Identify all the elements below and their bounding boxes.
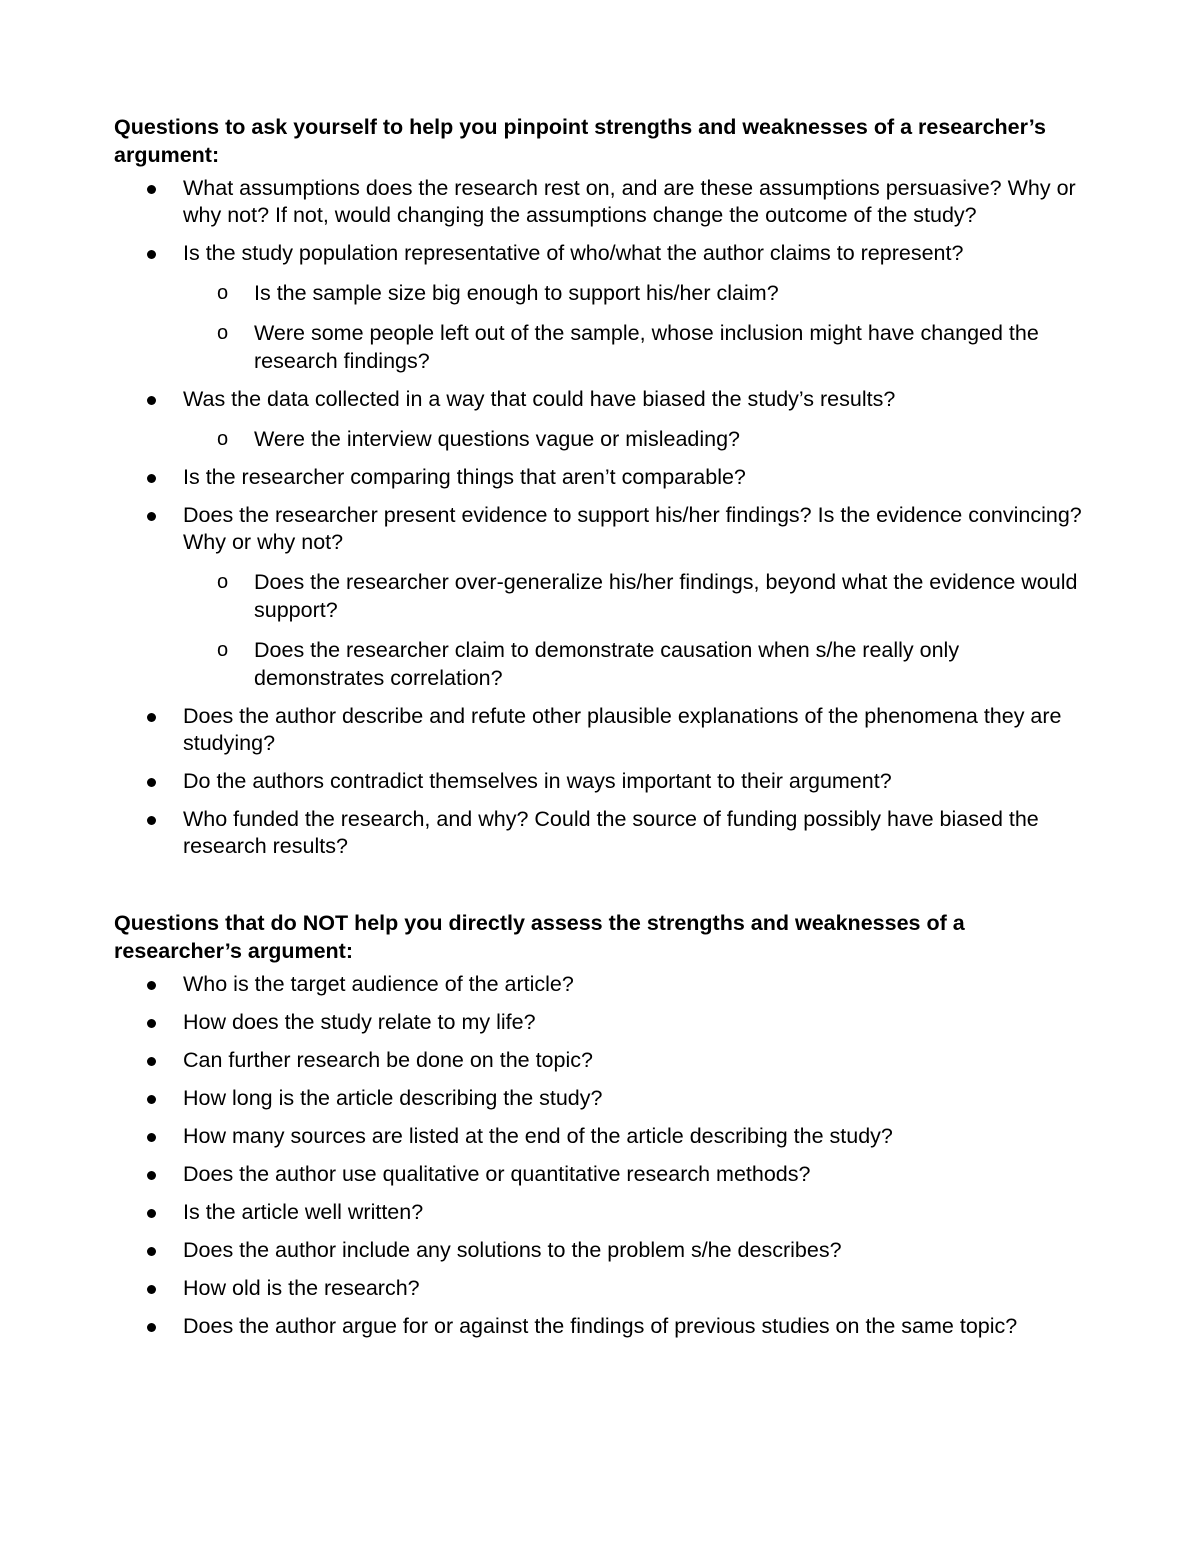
bullet-icon — [147, 1171, 156, 1180]
circle-bullet-icon: o — [217, 322, 229, 344]
list-item — [114, 1313, 1083, 1340]
bullet-icon — [147, 1095, 156, 1104]
list-item — [114, 971, 1083, 998]
list-item-text: Is the study population representative of who/what the author claims to represent? — [183, 241, 964, 265]
list-item-text: Does the author argue for or against the findings of previous studies on the same topic? — [183, 1314, 1018, 1338]
section-2-list — [114, 971, 1090, 1340]
bullet-icon — [147, 713, 156, 722]
list-item — [114, 1237, 1083, 1264]
sub-list-item — [114, 568, 1084, 624]
bullet-icon — [147, 981, 156, 990]
list-item-text: Does the author describe and refute other plausible explanations of the phenomena they are studying? — [183, 704, 1062, 755]
list-item — [114, 464, 1083, 491]
list-item — [114, 1123, 1083, 1150]
bullet-icon — [147, 1285, 156, 1294]
list-item — [114, 175, 1083, 229]
list-item-text: What assumptions does the research rest on, and are these assumptions persuasive? Why or why not? If not, would changing the assumptions change the outcome of the study? — [183, 176, 1076, 227]
list-item — [114, 1275, 1083, 1302]
bullet-icon — [147, 250, 156, 259]
list-item — [114, 1085, 1083, 1112]
list-item — [114, 1161, 1083, 1188]
list-item-text: Who is the target audience of the article? — [183, 972, 574, 996]
list-item — [114, 1199, 1083, 1226]
circle-bullet-icon: o — [217, 639, 229, 661]
bullet-icon — [147, 396, 156, 405]
list-item-text: How long is the article describing the study? — [183, 1086, 603, 1110]
list-item-text: How many sources are listed at the end of the article describing the study? — [183, 1124, 893, 1148]
sub-list-item-text: Is the sample size big enough to support his/her claim? — [254, 281, 779, 305]
list-item-text: Who funded the research, and why? Could the source of funding possibly have biased the research results? — [183, 807, 1039, 858]
bullet-icon — [147, 1057, 156, 1066]
bullet-icon — [147, 512, 156, 521]
bullet-icon — [147, 1019, 156, 1028]
bullet-icon — [147, 1209, 156, 1218]
list-item-text: How does the study relate to my life? — [183, 1010, 536, 1034]
sub-list-item — [114, 319, 1084, 375]
sub-list-item-text: Were some people left out of the sample, whose inclusion might have changed the research findings? — [254, 321, 1039, 373]
list-item — [114, 768, 1083, 795]
list-item-text: Can further research be done on the topic? — [183, 1048, 593, 1072]
section-1-heading: Questions to ask yourself to help you pinpoint strengths and weaknesses of a researcher’s argument: — [114, 115, 1046, 167]
sub-list-item-text: Were the interview questions vague or misleading? — [254, 427, 741, 451]
list-item-text: Is the article well written? — [183, 1200, 424, 1224]
list-item — [114, 703, 1083, 757]
sub-list-item — [114, 425, 1084, 453]
list-item — [114, 1047, 1083, 1074]
list-item — [114, 1009, 1083, 1036]
section-1-list — [114, 175, 1090, 860]
list-item-text: Was the data collected in a way that could have biased the study’s results? — [183, 387, 896, 411]
sub-list-item — [114, 636, 1084, 692]
list-item-text: How old is the research? — [183, 1276, 420, 1300]
section-2-heading: Questions that do NOT help you directly assess the strengths and weaknesses of a researcher’s argument: — [114, 911, 965, 963]
circle-bullet-icon: o — [217, 428, 229, 450]
sub-list-item-text: Does the researcher over-generalize his/her findings, beyond what the evidence would support? — [254, 570, 1078, 622]
list-item-text: Is the researcher comparing things that aren’t comparable? — [183, 465, 746, 489]
circle-bullet-icon: o — [217, 571, 229, 593]
list-item — [114, 240, 1083, 375]
list-item — [114, 386, 1083, 453]
bullet-icon — [147, 1323, 156, 1332]
list-item-text: Does the researcher present evidence to support his/her findings? Is the evidence convincing? Why or why not? — [183, 503, 1082, 554]
sub-list — [183, 568, 1083, 692]
bullet-icon — [147, 185, 156, 194]
sub-list — [183, 279, 1083, 375]
sub-list — [183, 425, 1083, 453]
list-item-text: Does the author include any solutions to the problem s/he describes? — [183, 1238, 842, 1262]
sub-list-item-text: Does the researcher claim to demonstrate causation when s/he really only demonstrates correlation? — [254, 638, 960, 690]
list-item-text: Do the authors contradict themselves in ways important to their argument? — [183, 769, 892, 793]
list-item-text: Does the author use qualitative or quantitative research methods? — [183, 1162, 811, 1186]
list-item — [114, 806, 1083, 860]
bullet-icon — [147, 1133, 156, 1142]
list-item — [114, 502, 1083, 692]
circle-bullet-icon: o — [217, 282, 229, 304]
sub-list-item — [114, 279, 1084, 307]
bullet-icon — [147, 816, 156, 825]
bullet-icon — [147, 1247, 156, 1256]
bullet-icon — [147, 474, 156, 483]
bullet-icon — [147, 778, 156, 787]
